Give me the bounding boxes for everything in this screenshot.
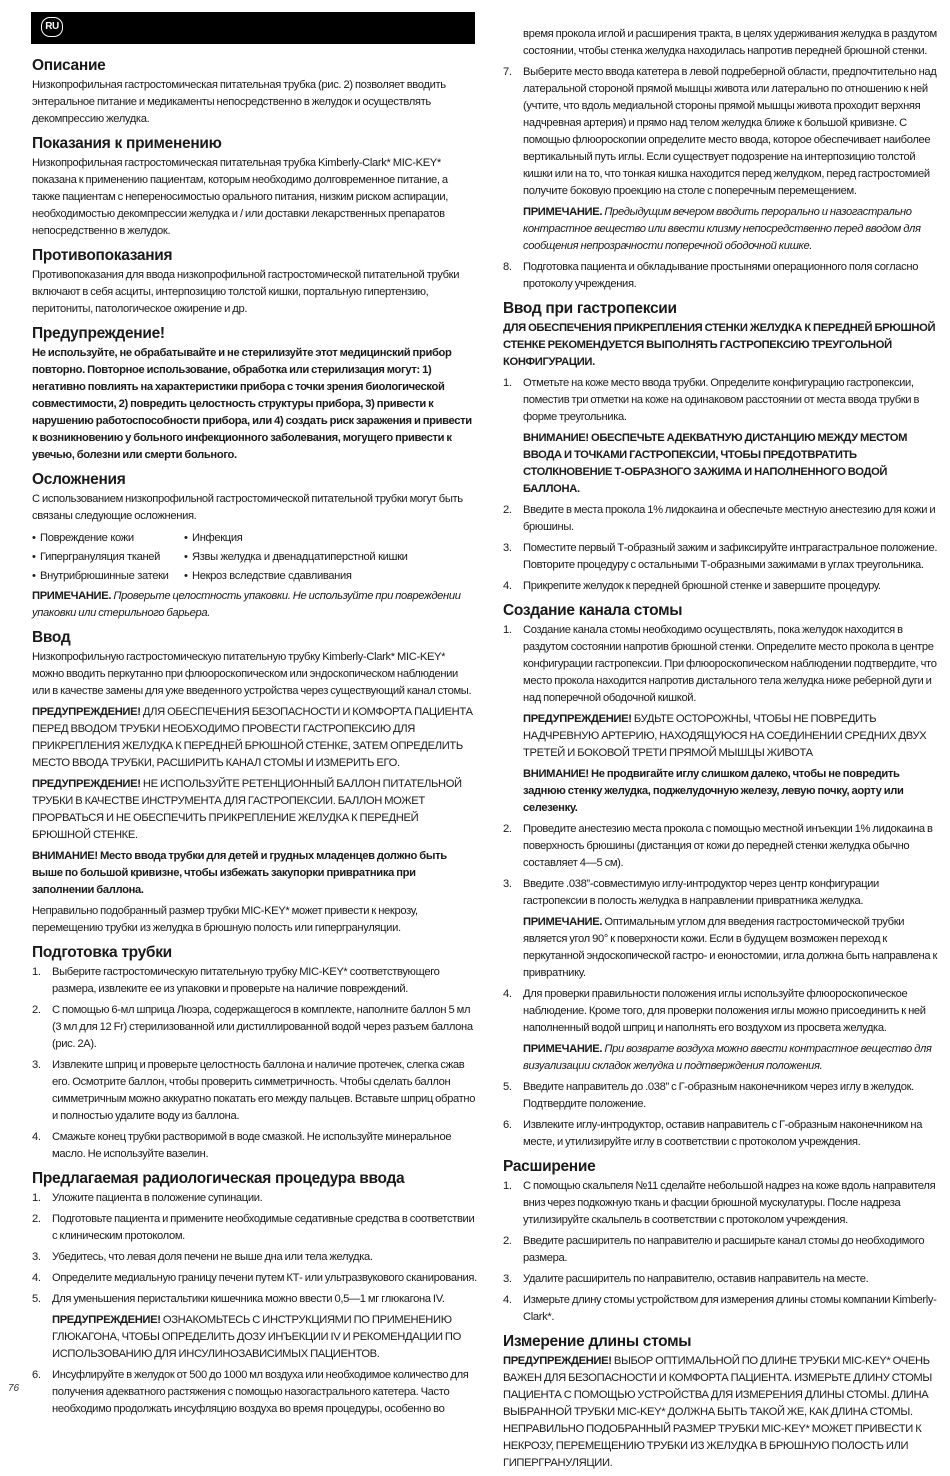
section-heading-warning: Предупреждение! <box>32 325 165 342</box>
left-column <box>32 50 478 1422</box>
section-heading-description: Описание <box>32 57 106 74</box>
contraindications-text: Противопоказания для ввода низкопрофильной гастростомической питательной трубки включают в себя асциты, интерпозицию толстой кишки, портальную гипертензию, перитониты, патологическое ожирение и др. <box>32 269 460 315</box>
insertion-attention: ВНИМАНИЕ! Место ввода трубки для детей и грудных младенцев должно быть выше по большой кривизне, чтобы избежать закупорки привратника при заполнении баллона. <box>32 850 447 896</box>
section-heading-contraindications: Противопоказания <box>32 247 173 264</box>
list-item: 5. Для уменьшения перистальтики кишечника можно ввести 0,5—1 мг глюкагона IV. ПРЕДУПРЕЖДЕНИЕ! ОЗНАКОМЬТЕСЬ С ИНСТРУКЦИЯМИ ПО ПРИМЕНЕНИЮ ГЛЮКАГОНА, ЧТОБЫ ОПРЕДЕЛИТЬ ДОЗУ ИНЪЕКЦИИ IV И РЕКОМЕНДАЦИИ ПО ИСПОЛЬЗОВАНИЮ ДЛЯ ИНСУЛИНОЗАВИСИМЫХ ПАЦИЕНТОВ. <box>32 1291 478 1363</box>
glucagon-warning: ПРЕДУПРЕЖДЕНИЕ! ОЗНАКОМЬТЕСЬ С ИНСТРУКЦИЯМИ ПО ПРИМЕНЕНИЮ ГЛЮКАГОНА, ЧТОБЫ ОПРЕДЕЛИТЬ ДОЗУ ИНЪЕКЦИИ IV И РЕКОМЕНДАЦИИ ПО ИСПОЛЬЗОВАНИЮ ДЛЯ ИНСУЛИНОЗАВИСИМЫХ ПАЦИЕНТОВ. <box>52 1314 461 1360</box>
section-heading-indications: Показания к применению <box>32 135 222 152</box>
list-item: 3. Убедитесь, что левая доля печени не выше дна или тела желудка. <box>32 1251 373 1263</box>
list-item: 3. Извлеките шприц и проверьте целостность баллона и наличие протечек, слегка сжав его. Осмотрите баллон, чтобы проверить симметричность. Чтобы сделать баллон симметричным можно аккуратно покатать его между пальцев. Вставьте шприц обратно и полностью удалите воду из баллона. <box>32 1059 476 1122</box>
section-heading-radiology: Предлагаемая радиологическая процедура ввода <box>32 1170 405 1187</box>
list-item: 5. Введите направитель до .038” с Г-образным наконечником через иглу в желудок. Подтвердите положение. <box>503 1081 914 1110</box>
insertion-warning-1: ПРЕДУПРЕЖДЕНИЕ! ДЛЯ ОБЕСПЕЧЕНИЯ БЕЗОПАСНОСТИ И КОМФОРТА ПАЦИЕНТА ПЕРЕД ВВОДОМ ТРУБКИ НЕОБХОДИМО ПРОВЕСТИ ГАСТРОПЕКСИЮ ДЛЯ ПРИКРЕПЛЕНИЯ ЖЕЛУДКА К ПЕРЕДНЕЙ БРЮШНОЙ СТЕНКЕ, ЗАТЕМ ОПРЕДЕЛИТЬ МЕСТО ВВОДА ТРУБКИ, РАСШИРИТЬ КАНАЛ СТОМЫ И ИЗМЕРИТЬ ЕГО. <box>32 706 473 769</box>
insertion-text: Низкопрофильную гастростомическую питательную трубку Kimberly-Clark* MIC-KEY* можно вводить перкутанно при флюороскопическом или эндоскопическом наблюдении или в качестве замены для уже введенного устройства через существующий канал стомы. <box>32 651 472 697</box>
section-heading-stoma-channel: Создание канала стомы <box>503 602 683 619</box>
list-item: • Некроз вследствие сдавливания <box>184 570 352 582</box>
list-item: 4. Для проверки правильности положения иглы используйте флюороскопическое наблюдение. Кроме того, для проверки положения иглы можно присоединить к ней наполненный водой шприц и наполнять его воздухом из просвета желудка. ПРИМЕЧАНИЕ. При возврате воздуха можно ввести контрастное вещество для визуализации складок желудка и подтверждения положения. <box>503 986 939 1075</box>
section-heading-stoma-length: Измерение длины стомы <box>503 1333 692 1350</box>
gastropexy-intro: ДЛЯ ОБЕСПЕЧЕНИЯ ПРИКРЕПЛЕНИЯ СТЕНКИ ЖЕЛУДКА К ПЕРЕДНЕЙ БРЮШНОЙ СТЕНКЕ РЕКОМЕНДУЕТСЯ ВЫПОЛНЯТЬ ГАСТРОПЕКСИЮ ТРЕУГОЛЬНОЙ КОНФИГУРАЦИИ. <box>503 322 936 368</box>
page-number: 76 <box>8 1383 20 1394</box>
gastropexy-attention: ВНИМАНИЕ! ОБЕСПЕЧЬТЕ АДЕКВАТНУЮ ДИСТАНЦИЮ МЕЖДУ МЕСТОМ ВВОДА И ТОЧКАМИ ГАСТРОПЕКСИИ, ЧТОБЫ ПРЕДОТВРАТИТЬ СТОЛКНОВЕНИЕ Т-ОБРАЗНОГО ЗАЖИМА И НАПОЛНЕННОГО ВОДОЙ БАЛЛОНА. <box>523 432 908 495</box>
list-item: 6. Инсуфлируйте в желудок от 500 до 1000 мл воздуха или необходимое количество для получения адекватного растяжения с помощью назогастрального катетера. Часто необходимо продолжать инсуфляцию воздуха во время процедуры, особенно во <box>32 1369 469 1415</box>
list-item: 4. Определите медиальную границу печени путем КТ- или ультразвукового сканирования. <box>32 1272 477 1284</box>
air-return-note: ПРИМЕЧАНИЕ. При возврате воздуха можно ввести контрастное вещество для визуализации складок желудка и подтверждения положения. <box>523 1043 932 1072</box>
tube-prep-list <box>32 964 478 1163</box>
section-heading-complications: Осложнения <box>32 471 126 488</box>
stoma-length-warning: ПРЕДУПРЕЖДЕНИЕ! ВЫБОР ОПТИМАЛЬНОЙ ПО ДЛИНЕ ТРУБКИ MIC-KEY* ОЧЕНЬ ВАЖЕН ДЛЯ БЕЗОПАСНОСТИ И КОМФОРТА ПАЦИЕНТА. ИЗМЕРЬТЕ ДЛИНУ СТОМЫ ПАЦИЕНТА С ПОМОЩЬЮ УСТРОЙСТВА ДЛЯ ИЗМЕРЕНИЯ ДЛИНЫ СТОМЫ. ДЛИНА ВЫБРАННОЙ ТРУБКИ MIC-KEY* ДОЛЖНА БЫТЬ ТАКОЙ ЖЕ, КАК ДЛИНА СТОМЫ. НЕПРАВИЛЬНО ПОДОБРАННЫЙ РАЗМЕР ТРУБКИ MIC-KEY* МОЖЕТ ПРИВЕСТИ К НЕКРОЗУ, ПЕРЕМЕЩЕНИЮ ТРУБКИ ИЗ ЖЕЛУДКА В БРЮШНУЮ ПОЛОСТЬ ИЛИ ГИПЕРГРАНУЛЯЦИИ. <box>503 1355 932 1469</box>
list-item: 2. Введите расширитель по направителю и расширьте канал стомы до необходимого размера. <box>503 1235 925 1264</box>
list-item: 1. С помощью скальпеля №11 сделайте небольшой надрез на коже вдоль направителя вниз через подкожную ткань и фасции брюшной мускулатуры. После надреза утилизируйте скальпель в соответствии с протоколом учреждения. <box>503 1180 936 1226</box>
list-item: 3. Введите .038”-совместимую иглу-интродуктор через центр конфигурации гастропексии в полость желудка в направлении привратника желудка. ПРИМЕЧАНИЕ. Оптимальным углом для введения гастростомической трубки является угол 90° к поверхности кожи. Если в будущем возможен переход к перкутанной эндоскопической гастро- и еюностомии, игла должна быть направлена к привратнику. <box>503 876 939 982</box>
list-item: • Внутрибрюшинные затеки <box>32 570 169 582</box>
complications-list <box>32 529 478 586</box>
section-heading-tube-prep: Подготовка трубки <box>32 944 172 961</box>
insertion-text-2: Неправильно подобранный размер трубки MIC-KEY* может привести к некрозу, перемещению трубки из желудка в брюшную полость или гипергрануляции. <box>32 905 418 934</box>
list-item: 3. Поместите первый Т-образный зажим и зафиксируйте интрагастральное положение. Повторите процедуру с остальными Т-образными зажимами в углах треугольника. <box>503 542 938 571</box>
list-item: 2. Подготовьте пациента и примените необходимые седативные средства в соответствии с клиническим протоколом. <box>32 1213 475 1242</box>
gastropexy-list <box>503 375 939 595</box>
continued-text: время прокола иглой и расширения тракта, в целях удерживания желудка в раздутом состоянии, чтобы стенка желудка находилась напротив передней брюшной стенки. <box>523 28 937 57</box>
list-item: 7. Выберите место ввода катетера в левой подреберной области, предпочтительно над латеральной стороной прямой мышцы живота или латерально по отношению к ней (учтите, что вдоль медиальной стороны прямой мышцы живота проходит верхняя надчревная артерия) и прямо над телом желудка ближе к большой кривизне. С помощью флюороскопии определите место ввода, которое обеспечивает наиболее вертикальный путь иглы. Если существует подозрение на интерпозицию толстой кишки или на то, что тонкая кишка находится перед желудком, перед гастростомией получите боковую проекцию на столе с поперечным перемещением. ПРИМЕЧАНИЕ. Предыдущим вечером вводить перорально и назогастрально контрастное вещество или ввести клизму непосредственно перед вводом для сообщения непрозрачности поперечной ободочной кишке. <box>503 64 939 255</box>
list-item: 4. Прикрепите желудок к передней брюшной стенке и завершите процедуру. <box>503 580 881 592</box>
list-item: • Повреждение кожи <box>32 532 134 544</box>
list-item: 6. Извлеките иглу-интродуктор, оставив направитель с Г-образным наконечником на месте, и утилизируйте иглу в соответствии с протоколом учреждения. <box>503 1119 923 1148</box>
indications-text: Низкопрофильная гастростомическая питательная трубка Kimberly-Clark* MIC-KEY* показана к применению пациентам, которым необходимо долговременное питание, а также пациентам с непереносимостью орального питания, низким риском аспирации, необходимостью декомпрессии желудка и / или доставки лекарственных препаратов непосредственно в желудок. <box>32 157 449 237</box>
list-item: 4. Смажьте конец трубки растворимой в воде смазкой. Не используйте минеральное масло. Не используйте вазелин. <box>32 1131 452 1160</box>
radiology-list-continued <box>503 64 939 293</box>
angle-note: ПРИМЕЧАНИЕ. Оптимальным углом для введения гастростомической трубки является угол 90° к поверхности кожи. Если в будущем возможен переход к перкутанной эндоскопической гастро- и еюностомии, игла должна быть направлена к привратнику. <box>523 916 938 979</box>
radiology-list <box>32 1190 478 1418</box>
contrast-note: ПРИМЕЧАНИЕ. Предыдущим вечером вводить перорально и назогастрально контрастное вещество или ввести клизму непосредственно перед вводом для сообщения непрозрачности поперечной ободочной кишке. <box>523 206 921 252</box>
language-badge: RU <box>41 17 63 37</box>
description-text: Низкопрофильная гастростомическая питательная трубка (рис. 2) позволяет вводить энтеральное питание и медикаменты непосредственно в желудок и осуществлять декомпрессию желудка. <box>32 79 446 125</box>
list-item: • Инфекция <box>184 532 243 544</box>
list-item: 3. Удалите расширитель по направителю, оставив направитель на месте. <box>503 1273 869 1285</box>
right-column <box>503 26 939 1476</box>
dilation-list <box>503 1178 939 1326</box>
stoma-channel-list <box>503 622 939 1151</box>
complications-note: ПРИМЕЧАНИЕ. Проверьте целостность упаковки. Не используйте при повреждении упаковки или стерильного барьера. <box>32 590 461 619</box>
list-item: 1. Выберите гастростомическую питательную трубку MIC-KEY* соответствующего размера, извлеките ее из упаковки и проверьте на наличие повреждений. <box>32 966 440 995</box>
list-item: • Гипергрануляция тканей <box>32 551 161 563</box>
list-item: 1. Отметьте на коже место ввода трубки. Определите конфигурацию гастропексии, поместив три отметки на коже на одинаковом расстоянии от места ввода трубки в форме треугольника. ВНИМАНИЕ! ОБЕСПЕЧЬТЕ АДЕКВАТНУЮ ДИСТАНЦИЮ МЕЖДУ МЕСТОМ ВВОДА И ТОЧКАМИ ГАСТРОПЕКСИИ, ЧТОБЫ ПРЕДОТВРАТИТЬ СТОЛКНОВЕНИЕ Т-ОБРАЗНОГО ЗАЖИМА И НАПОЛНЕННОГО ВОДОЙ БАЛЛОНА. <box>503 375 939 498</box>
list-item: 2. Проведите анестезию места прокола с помощью местной инъекции 1% лидокаина в поверхность брюшины (дистанция от кожи до передней стенки желудка обычно составляет 4—5 см). <box>503 823 933 869</box>
list-item: 8. Подготовка пациента и обкладывание простынями операционного поля согласно протоколу учреждения. <box>503 261 919 290</box>
artery-warning: ПРЕДУПРЕЖДЕНИЕ! БУДЬТЕ ОСТОРОЖНЫ, ЧТОБЫ НЕ ПОВРЕДИТЬ НАДЧРЕВНУЮ АРТЕРИЮ, НАХОДЯЩУЮСЯ НА СОЕДИНЕНИИ СРЕДНИХ ДВУХ ТРЕТЕЙ И БОКОВОЙ ТРЕТИ ПРЯМОЙ МЫШЦЫ ЖИВОТА <box>523 713 927 759</box>
list-item: 2. С помощью 6-мл шприца Люэра, содержащегося в комплекте, наполните баллон 5 мл (3 мл для 12 Fr) стерилизованной или дистиллированной водой через разъем баллона (рис. 2A). <box>32 1004 473 1050</box>
needle-attention: ВНИМАНИЕ! Не продвигайте иглу слишком далеко, чтобы не повредить заднюю стенку желудка, поджелудочную железу, левую почку, аорту или селезенку. <box>523 768 904 814</box>
list-item: 4. Измерьте длину стомы устройством для измерения длины стомы компании Kimberly-Clark*. <box>503 1294 937 1323</box>
section-heading-insertion: Ввод <box>32 629 71 646</box>
language-header-bar <box>31 12 475 44</box>
section-heading-dilation: Расширение <box>503 1158 596 1175</box>
list-item: 1. Создание канала стомы необходимо осуществлять, пока желудок находится в раздутом состоянии напротив брюшной стенки. Определите место прокола в центре конфигурации гастропексии. При флюороскопическом наблюдении подтвердите, что место прокола находится напротив дистального тела желудка ниже реберной дуги и над поперечной ободочной кишкой. ПРЕДУПРЕЖДЕНИЕ! БУДЬТЕ ОСТОРОЖНЫ, ЧТОБЫ НЕ ПОВРЕДИТЬ НАДЧРЕВНУЮ АРТЕРИЮ, НАХОДЯЩУЮСЯ НА СОЕДИНЕНИИ СРЕДНИХ ДВУХ ТРЕТЕЙ И БОКОВОЙ ТРЕТИ ПРЯМОЙ МЫШЦЫ ЖИВОТА ВНИМАНИЕ! Не продвигайте иглу слишком далеко, чтобы не повредить заднюю стенку желудка, поджелудочную железу, левую почку, аорту или селезенку. <box>503 622 939 817</box>
complications-text: С использованием низкопрофильной гастростомической питательной трубки могут быть связаны следующие осложнения. <box>32 493 463 522</box>
insertion-warning-2: ПРЕДУПРЕЖДЕНИЕ! НЕ ИСПОЛЬЗУЙТЕ РЕТЕНЦИОННЫЙ БАЛЛОН ПИТАТЕЛЬНОЙ ТРУБКИ В КАЧЕСТВЕ ИНСТРУМЕНТА ДЛЯ ГАСТРОПЕКСИИ. БАЛЛОН МОЖЕТ ПРОРВАТЬСЯ И НЕ ОБЕСПЕЧИТЬ ПРИКРЕПЛЕНИЕ ЖЕЛУДКА К ПЕРЕДНЕЙ БРЮШНОЙ СТЕНКЕ. <box>32 778 462 841</box>
list-item: • Язвы желудка и двенадцатиперстной кишки <box>184 551 408 563</box>
list-item: 2. Введите в места прокола 1% лидокаина и обеспечьте местную анестезию для кожи и брюшины. <box>503 504 936 533</box>
section-heading-gastropexy: Ввод при гастропексии <box>503 300 677 317</box>
warning-text: Не используйте, не обрабатывайте и не стерилизуйте этот медицинский прибор повторно. Повторное использование, обработка или стерилизация могут: 1) негативно повлиять на характеристики прибора с точки зрения биологической совместимости, 2) повредить целостность структуры прибора, 3) привести к нарушению работоспособности прибора, или 4) создать риск заражения и привести к возникновению у больного инфекционного заболевания, могущего привести к увечью, болезни или смерти больного. <box>32 347 472 461</box>
list-item: 1. Уложите пациента в положение супинации. <box>32 1192 263 1204</box>
